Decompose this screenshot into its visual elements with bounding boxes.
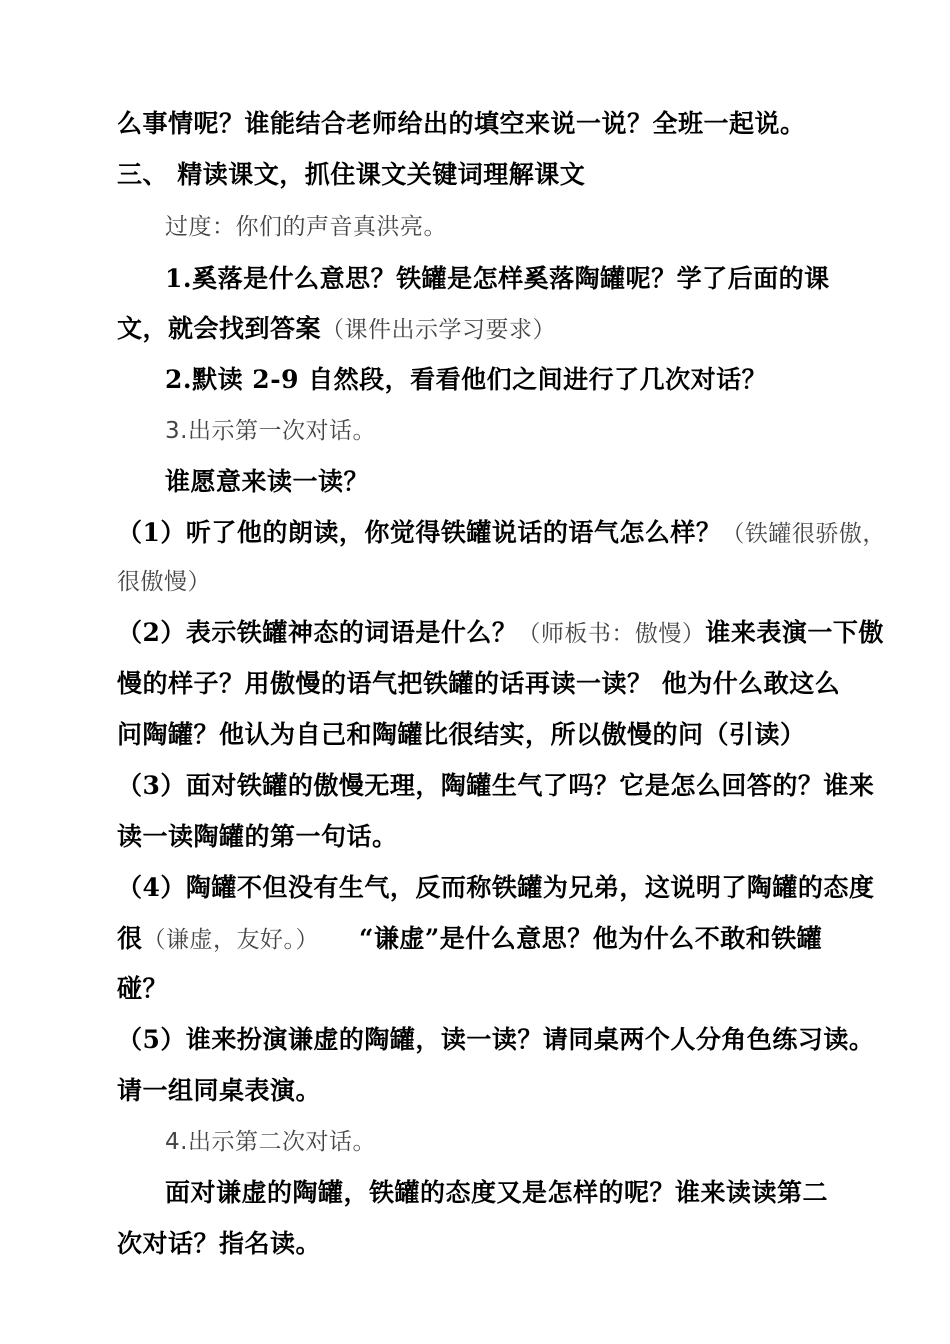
- question-4-line-2: [117, 923, 822, 956]
- text-run: 面对谦虚的陶罐，铁罐的态度又是怎样的呢？谁来读读第二: [165, 1178, 829, 1207]
- question-5-line-2: [117, 1075, 321, 1107]
- paragraph-continuation: [117, 108, 806, 140]
- question-4-line-1: [117, 872, 874, 904]
- step-4-line-1: [165, 1177, 828, 1209]
- text-run: 过度：你们的声音真洪亮。: [165, 214, 447, 240]
- text-run: 4.出示第二次对话。: [165, 1129, 376, 1155]
- step-3: [165, 415, 376, 447]
- step-4: [165, 1126, 376, 1158]
- text-run: 请一组同桌表演。: [117, 1076, 322, 1105]
- transition-text: [165, 211, 447, 243]
- text-run: 谁愿意来读一读？: [165, 467, 370, 496]
- question-1-line-1: [117, 517, 886, 550]
- text-run: 读一读陶罐的第一句话。: [117, 822, 398, 851]
- text-run: （4）陶罐不但没有生气，反而称铁罐为兄弟，这说明了陶罐的态度: [117, 873, 875, 902]
- text-run-light: （铁罐很骄傲，: [721, 521, 886, 547]
- text-run: 很: [117, 924, 143, 953]
- question-3-line-2: [117, 821, 398, 853]
- question-1-line-2: [117, 566, 211, 598]
- text-run-light: （谦虚，友好。）: [142, 927, 320, 953]
- text-run: 3.出示第一次对话。: [165, 418, 376, 444]
- text-run: 么事情呢？谁能结合老师给出的填空来说一说？全班一起说。: [117, 109, 806, 138]
- text-run: 三、 精读课文，抓住课文关键词理解课文: [117, 160, 586, 189]
- question-2-line-1: [117, 617, 884, 650]
- text-run: 文，就会找到答案: [117, 314, 322, 343]
- text-run-light: （课件出示学习要求）: [321, 317, 557, 343]
- question-2-line-3: [117, 719, 806, 751]
- section-heading: [117, 159, 585, 191]
- step-1-line-2: [117, 313, 556, 346]
- text-run: “谦虚”是什么意思？他为什么不敢和铁罐: [359, 924, 823, 953]
- text-run: （2）表示铁罐神态的词语是什么？: [117, 618, 518, 647]
- text-run: 问陶罐？他认为自己和陶罐比很结实，所以傲慢的问（引读）: [117, 720, 806, 749]
- text-run: 很傲慢）: [117, 569, 211, 595]
- step-2: [165, 364, 767, 396]
- text-run: 2.默读 2-9 自然段，看看他们之间进行了几次对话？: [165, 365, 768, 394]
- step-4-line-2: [117, 1228, 321, 1260]
- text-run: 谁来表演一下傲: [705, 618, 884, 647]
- text-run-light: （师板书：傲慢）: [517, 621, 706, 647]
- question-3-line-1: [117, 770, 874, 802]
- step-1-line-1: [165, 263, 830, 295]
- text-run: （1）听了他的朗读，你觉得铁罐说话的语气怎么样？: [117, 518, 722, 547]
- question-2-line-2: [117, 668, 840, 700]
- step-3-prompt: [165, 466, 369, 498]
- text-run: 次对话？指名读。: [117, 1229, 322, 1258]
- text-run: （3）面对铁罐的傲慢无理，陶罐生气了吗？它是怎么回答的？谁来: [117, 771, 875, 800]
- question-5-line-1: [117, 1024, 874, 1056]
- text-run: 慢的样子？用傲慢的语气把铁罐的话再读一读？ 他为什么敢这么: [117, 669, 841, 698]
- text-run: 碰？: [117, 974, 169, 1003]
- question-4-line-3: [117, 973, 168, 1005]
- text-run: （5）谁来扮演谦虚的陶罐，读一读？请同桌两个人分角色练习读。: [117, 1025, 875, 1054]
- text-run: 1.奚落是什么意思？铁罐是怎样奚落陶罐呢？学了后面的课: [165, 264, 830, 293]
